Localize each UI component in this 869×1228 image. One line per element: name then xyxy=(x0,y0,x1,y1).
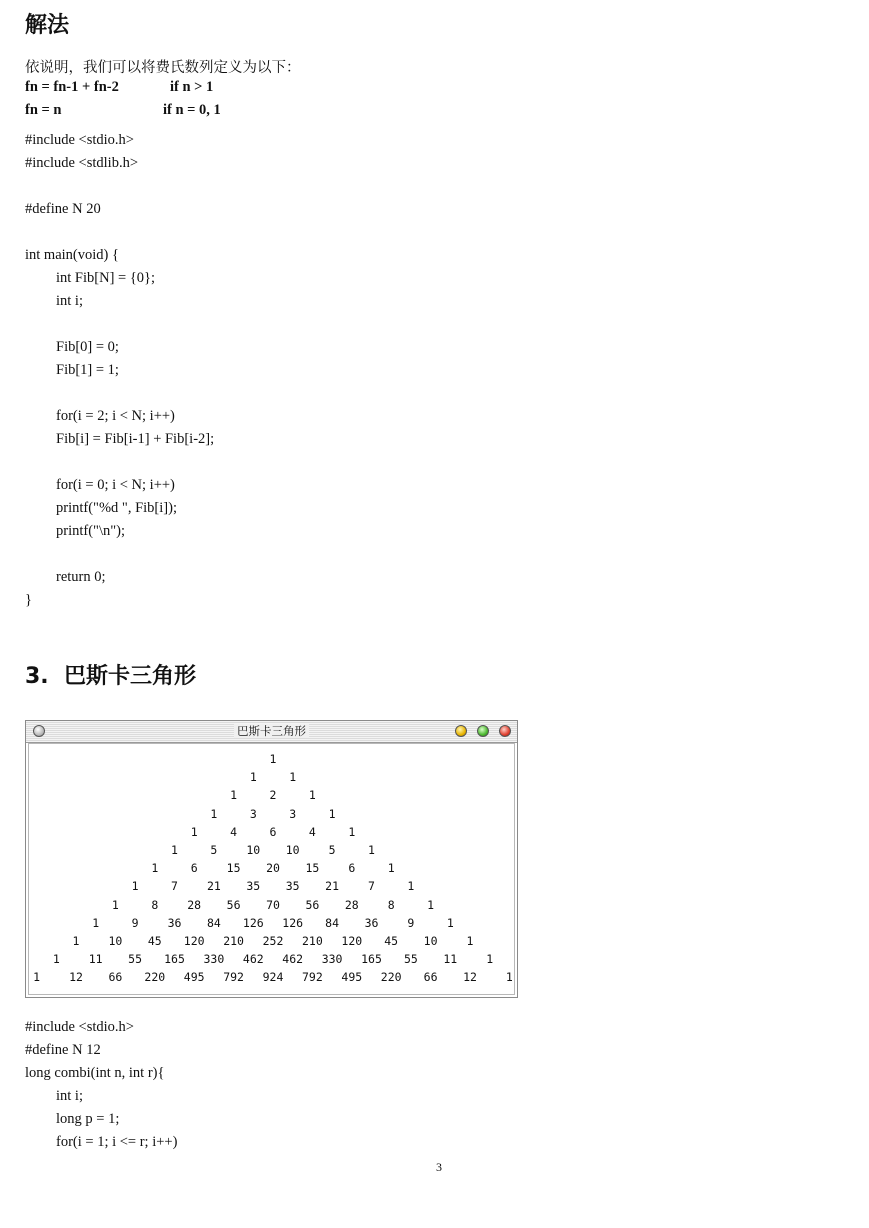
code-line: for(i = 1; i <= r; i++) xyxy=(56,1134,178,1150)
triangle-value: 210 xyxy=(302,934,323,948)
triangle-value: 220 xyxy=(144,970,166,985)
code-line xyxy=(25,543,214,566)
triangle-value: 15 xyxy=(226,861,241,876)
triangle-value: 10 xyxy=(108,934,123,948)
triangle-value: 462 xyxy=(242,952,264,967)
triangle-value: 330 xyxy=(321,952,343,967)
code-line: #define N 12 xyxy=(25,1042,101,1058)
formula-cond-2: if n = 0, 1 xyxy=(163,102,221,118)
triangle-value: 120 xyxy=(341,934,363,948)
triangle-value: 1 xyxy=(249,770,257,785)
triangle-value: 28 xyxy=(187,897,202,912)
code-line: #define N 20 xyxy=(25,201,101,217)
triangle-value: 1 xyxy=(190,824,198,839)
triangle-value: 12 xyxy=(463,970,477,985)
triangle-value: 1 xyxy=(230,788,238,803)
close-button-icon[interactable] xyxy=(499,725,511,737)
triangle-value: 28 xyxy=(344,897,359,912)
triangle-value: 9 xyxy=(407,915,415,930)
triangle-value: 35 xyxy=(246,879,261,894)
code-line: long combi(int n, int r){ xyxy=(25,1065,165,1081)
triangle-value: 4 xyxy=(308,824,316,839)
triangle-value: 1 xyxy=(486,952,494,967)
triangle-output-area xyxy=(28,743,515,995)
triangle-value: 126 xyxy=(242,915,264,930)
code-line: return 0; xyxy=(56,569,106,585)
triangle-value: 10 xyxy=(423,934,438,948)
code-line xyxy=(25,382,214,405)
triangle-value: 1 xyxy=(210,806,218,821)
triangle-value: 4 xyxy=(230,824,238,839)
triangle-value: 5 xyxy=(328,843,336,857)
triangle-value: 1 xyxy=(289,770,297,785)
window-title: 巴斯卡三角形 xyxy=(234,724,309,738)
triangle-value: 10 xyxy=(285,843,300,857)
code-block-combi xyxy=(25,1016,177,1154)
code-line: int Fib[N] = {0}; xyxy=(56,270,156,286)
code-line: int i; xyxy=(56,293,83,309)
code-line: printf("%d ", Fib[i]); xyxy=(56,500,177,516)
minimize-button-icon[interactable] xyxy=(455,725,467,737)
triangle-value: 21 xyxy=(206,879,221,894)
page-number: 3 xyxy=(436,1160,442,1174)
code-line xyxy=(25,175,214,198)
triangle-value: 2 xyxy=(269,788,277,803)
triangle-value: 1 xyxy=(171,843,178,857)
code-line: for(i = 0; i < N; i++) xyxy=(56,477,175,493)
triangle-value: 36 xyxy=(364,915,379,930)
triangle-value: 1 xyxy=(466,934,474,948)
triangle-value: 6 xyxy=(348,861,356,876)
triangle-value: 84 xyxy=(325,915,340,930)
code-line: #include <stdio.h> xyxy=(25,1019,134,1035)
triangle-value: 1 xyxy=(72,934,80,948)
page-heading: 解法 xyxy=(25,13,70,38)
triangle-value: 1 xyxy=(33,970,41,985)
triangle-value: 8 xyxy=(151,897,159,912)
code-line xyxy=(25,221,214,244)
triangle-value: 1 xyxy=(269,752,277,766)
triangle-value: 1 xyxy=(111,897,119,912)
triangle-value: 11 xyxy=(443,952,458,967)
triangle-value: 165 xyxy=(164,952,185,967)
window-titlebar[interactable] xyxy=(26,721,517,743)
triangle-value: 9 xyxy=(131,915,139,930)
triangle-value: 84 xyxy=(206,915,221,930)
triangle-value: 5 xyxy=(210,843,218,857)
triangle-value: 1 xyxy=(505,970,513,985)
code-line: printf("\n"); xyxy=(56,523,126,539)
code-line: #include <stdio.h> xyxy=(25,132,134,148)
code-line: Fib[0] = 0; xyxy=(56,339,119,355)
triangle-value: 21 xyxy=(325,879,340,894)
triangle-value: 45 xyxy=(147,934,162,948)
triangle-value: 252 xyxy=(262,934,284,948)
triangle-value: 66 xyxy=(108,970,123,985)
triangle-value: 1 xyxy=(368,843,375,857)
triangle-value: 12 xyxy=(69,970,83,985)
triangle-value: 3 xyxy=(289,806,297,821)
triangle-value: 220 xyxy=(380,970,402,985)
triangle-value: 56 xyxy=(305,897,320,912)
code-line: } xyxy=(25,592,32,608)
triangle-value: 792 xyxy=(302,970,323,985)
triangle-value: 11 xyxy=(88,952,103,967)
triangle-value: 20 xyxy=(266,861,280,876)
triangle-value: 36 xyxy=(167,915,182,930)
code-block-fibonacci xyxy=(25,129,214,612)
triangle-value: 210 xyxy=(223,934,244,948)
code-line xyxy=(25,313,214,336)
triangle-value: 6 xyxy=(190,861,198,876)
triangle-value: 924 xyxy=(262,970,284,985)
triangle-value: 495 xyxy=(341,970,363,985)
code-line xyxy=(25,451,214,474)
code-line: int main(void) { xyxy=(25,247,119,263)
triangle-value: 126 xyxy=(282,915,304,930)
triangle-value: 66 xyxy=(423,970,438,985)
code-line: #include <stdlib.h> xyxy=(25,155,139,171)
formula-expr-1: fn = fn-1 + fn-2 xyxy=(25,79,119,95)
triangle-value: 3 xyxy=(249,806,257,821)
triangle-value: 8 xyxy=(387,897,395,912)
zoom-button-icon[interactable] xyxy=(477,725,489,737)
triangle-value: 330 xyxy=(203,952,225,967)
triangle-value: 1 xyxy=(92,915,100,930)
triangle-value: 1 xyxy=(446,915,454,930)
triangle-value: 56 xyxy=(226,897,241,912)
triangle-value: 1 xyxy=(52,952,60,967)
triangle-value: 495 xyxy=(183,970,205,985)
triangle-value: 7 xyxy=(368,879,375,894)
triangle-value: 120 xyxy=(183,934,205,948)
section-title: 3. 巴斯卡三角形 xyxy=(25,664,196,689)
triangle-value: 1 xyxy=(407,879,415,894)
triangle-value: 35 xyxy=(285,879,300,894)
triangle-value: 10 xyxy=(246,843,261,857)
triangle-value: 70 xyxy=(266,897,280,912)
triangle-value: 165 xyxy=(361,952,382,967)
triangle-value: 1 xyxy=(131,879,139,894)
triangle-value: 6 xyxy=(269,824,277,839)
pascal-triangle-window xyxy=(25,720,518,998)
triangle-value: 1 xyxy=(151,861,159,876)
triangle-value: 7 xyxy=(171,879,178,894)
triangle-value: 792 xyxy=(223,970,244,985)
triangle-value: 55 xyxy=(403,952,418,967)
triangle-value: 1 xyxy=(348,824,356,839)
code-line: Fib[i] = Fib[i-1] + Fib[i-2]; xyxy=(56,431,215,447)
triangle-value: 45 xyxy=(384,934,399,948)
intro-text: 依说明，我们可以将费氏数列定义为以下： xyxy=(25,60,301,76)
triangle-value: 1 xyxy=(308,788,316,803)
triangle-value: 1 xyxy=(328,806,336,821)
triangle-value: 1 xyxy=(387,861,395,876)
code-line: Fib[1] = 1; xyxy=(56,362,119,378)
triangle-value: 462 xyxy=(282,952,304,967)
triangle-value: 55 xyxy=(128,952,143,967)
formula-cond-1: if n > 1 xyxy=(170,79,214,95)
code-line: for(i = 2; i < N; i++) xyxy=(56,408,175,424)
triangle-value: 15 xyxy=(305,861,320,876)
triangle-value: 1 xyxy=(427,897,435,912)
code-line: int i; xyxy=(56,1088,83,1104)
code-line: long p = 1; xyxy=(56,1111,120,1127)
formula-expr-2: fn = n xyxy=(25,102,62,118)
